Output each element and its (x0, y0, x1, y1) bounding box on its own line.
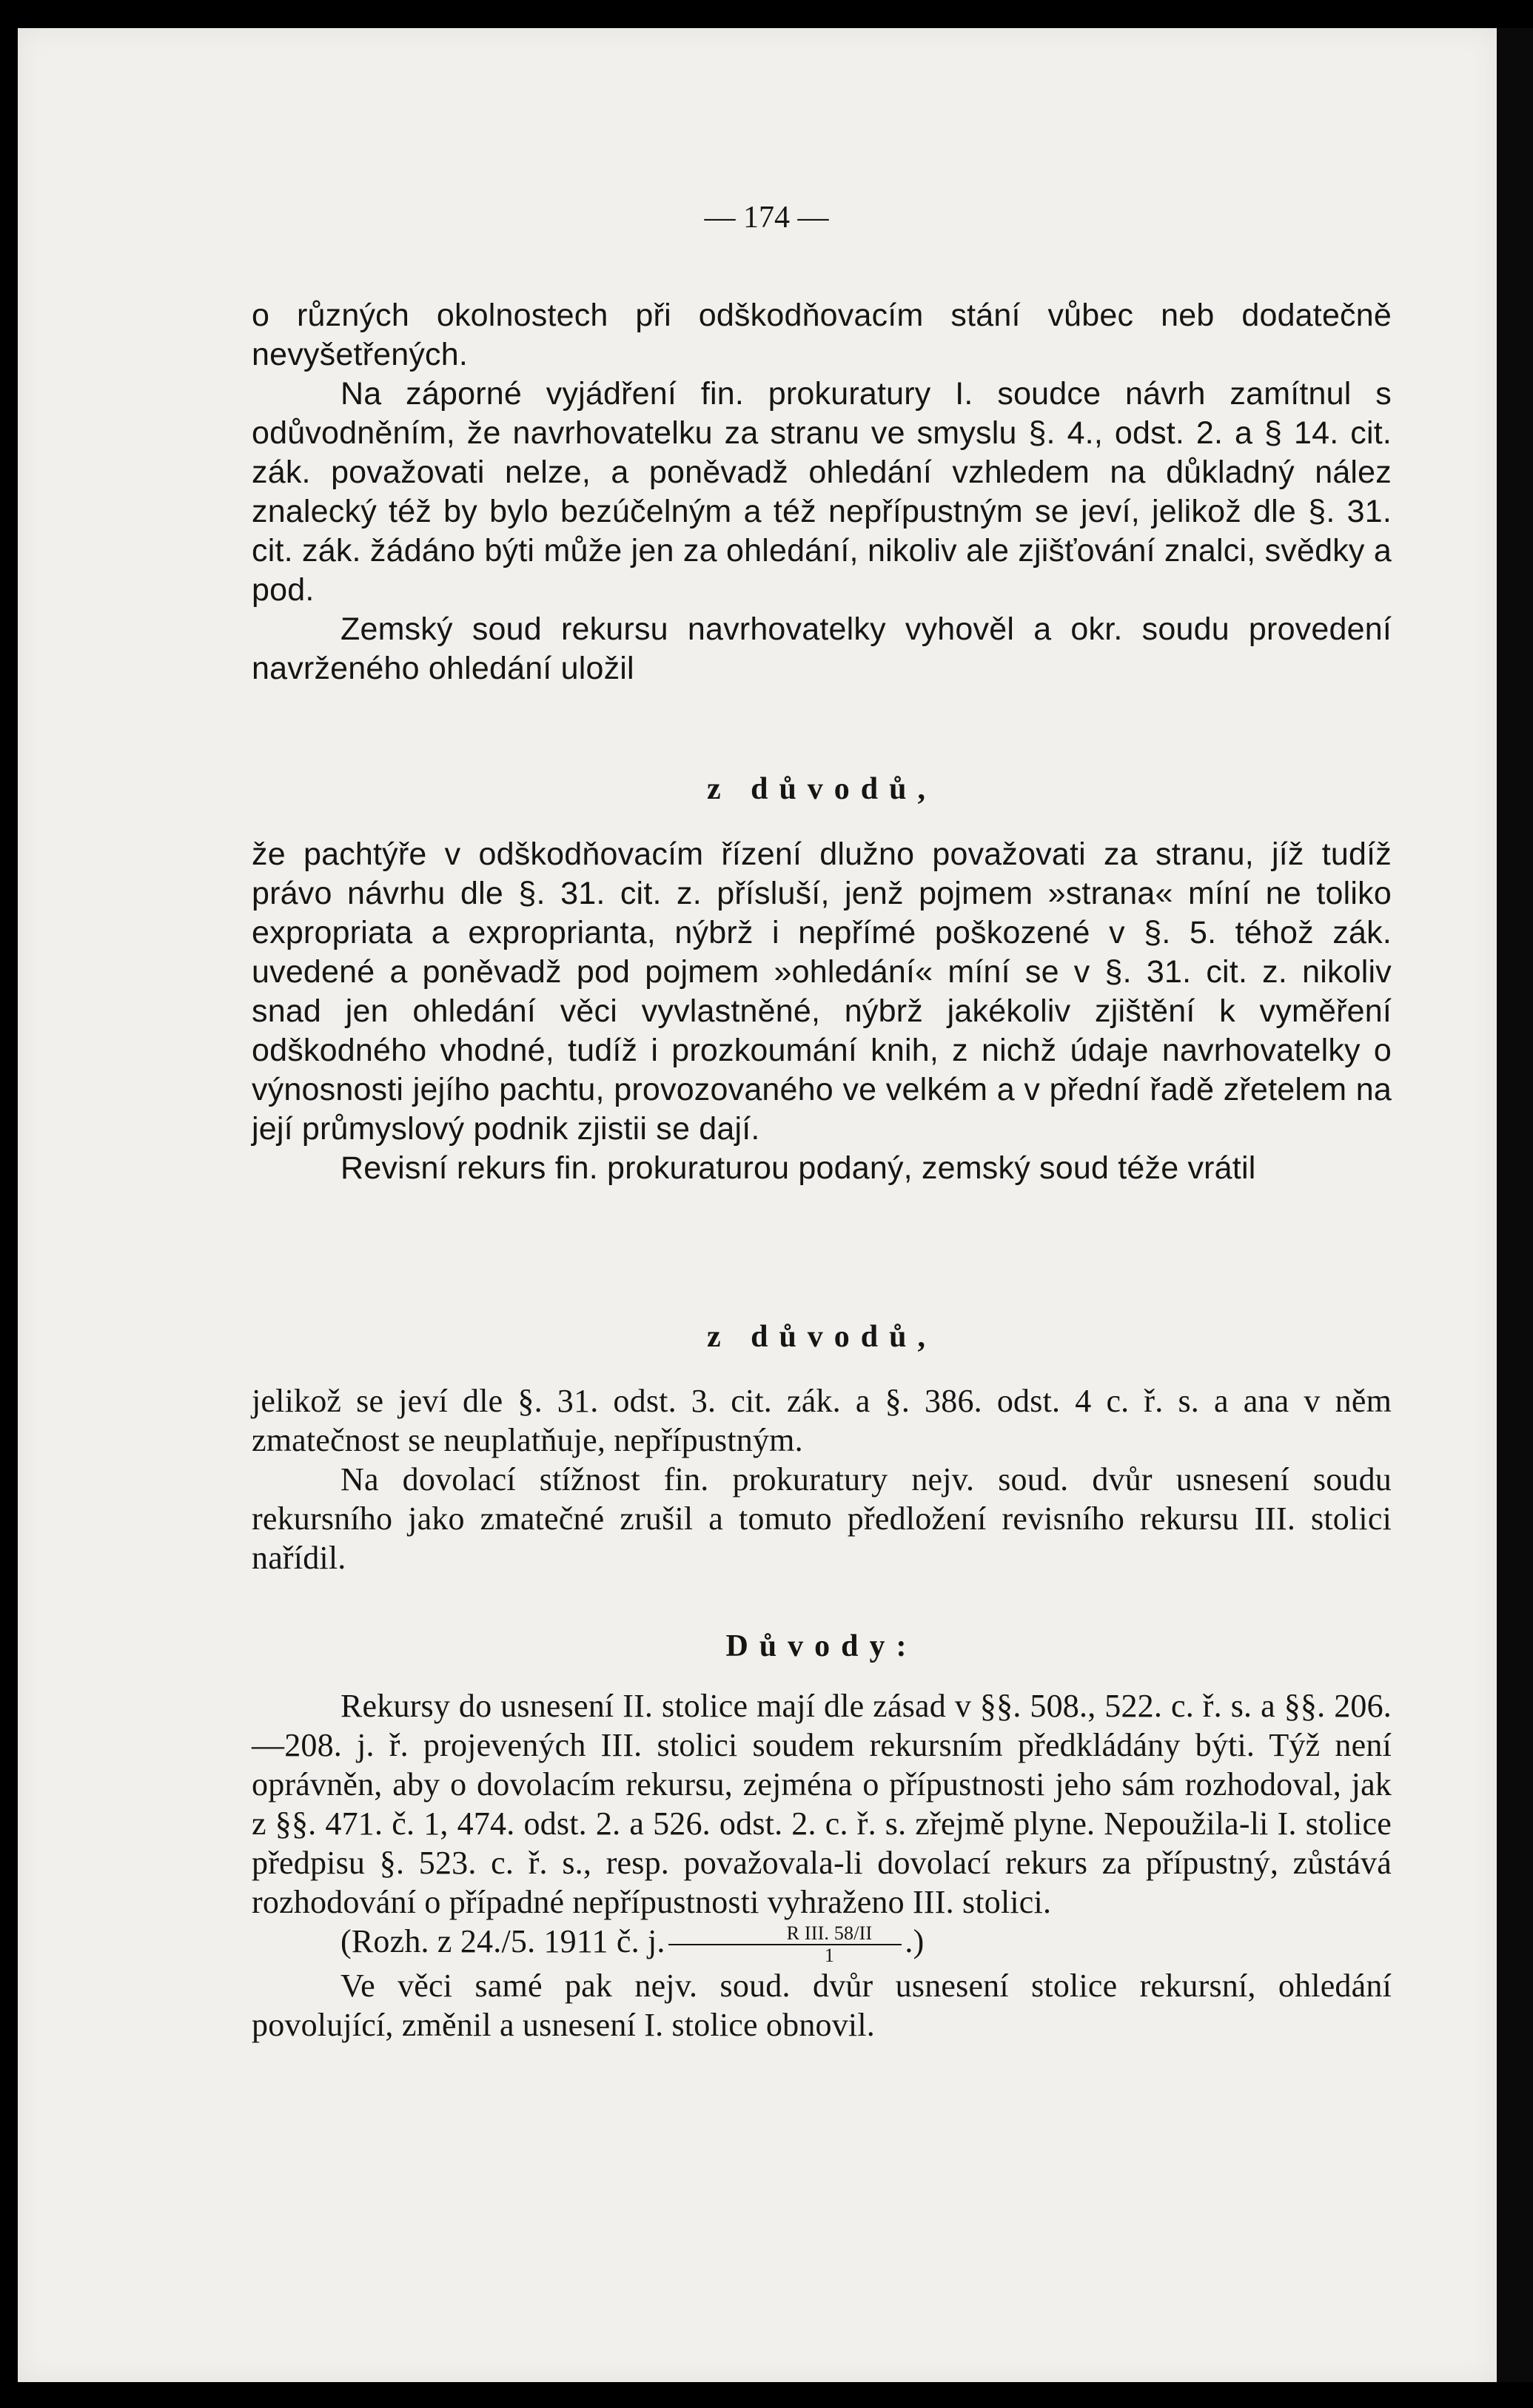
paragraph: Revisní rekurs fin. prokuraturou podaný, zemský soud téže vrátil (341, 1150, 1256, 1186)
section-heading: z důvodů, (706, 772, 937, 806)
citation-prefix: (Rozh. z 24./5. 1911 č. j. (341, 1923, 665, 1959)
heading-block-3 (252, 1627, 1392, 1666)
paragraph: jelikož se jeví dle §. 31. odst. 3. cit. zák. a §. 386. odst. 4 c. ř. s. a ana v něm zmatečnost se neuplatňuje, nepřípustným. (252, 1383, 1392, 1458)
heading-block-1 (252, 770, 1392, 809)
citation-line (252, 1922, 1392, 1966)
paragraph: Ve věci samé pak nejv. soud. dvůr usnesení stolice rekursní, ohledání povolující, změnil a usnesení I. stolice obnovil. (252, 1967, 1392, 2043)
section-heading: z důvodů, (706, 1320, 937, 1354)
paragraph: že pachtýře v odškodňovacím řízení dlužno považovati za stranu, jíž tudíž právo návrhu dle §. 31. cit. z. přísluší, jenž pojmem »strana« míní ne toliko expropriata a exproprianta, nýbrž i nepřímé poškozené v §. 5. téhož zák. uvedené a poněvadž pod pojmem »ohledání« míní se v §. 31. cit. z. nikoliv snad jen ohledání věci vyvlastněné, nýbrž jakékoliv zjištění k vyměření odškodného vhodné, tudíž i prozkoumání knih, z nichž údaje navrhovatelky o výnosnosti jejího pachtu, provozovaného ve velkém a v přední řadě zřetelem na její průmyslový podnik zjistii se dají. (252, 836, 1392, 1147)
paragraph: Na záporné vyjádření fin. prokuratury I. soudce návrh zamítnul s odůvodněním, že navrhovatelku za stranu ve smyslu §. 4., odst. 2. a § 14. cit. zák. považovati nelze, a poněvadž ohledání vzhledem na důkladný nález znalecký též by bylo bezúčelným a též nepřípustným se jeví, jelikož dle §. 31. cit. zák. žádáno býti může jen za ohledání, nikoliv ale zjišťování znalci, svědky a pod. (252, 376, 1392, 608)
paragraph: Na dovolací stížnost fin. prokuratury nejv. soud. dvůr usnesení soudu rekursního jako zmatečné zrušil a tomuto předložení revisního rekursu III. stolici nařídil. (252, 1461, 1392, 1576)
citation-denominator: 1 (824, 1944, 835, 1966)
section-d (252, 1686, 1392, 2045)
section-heading: Důvody: (725, 1629, 918, 1663)
heading-block-2 (252, 1318, 1392, 1357)
citation-fraction (668, 1923, 902, 1966)
page-number: — 174 — (704, 201, 829, 235)
paragraph: Zemský soud rekursu navrhovatelky vyhověl a okr. soudu provedení navrženého ohledání uložil (252, 611, 1392, 686)
section-a (252, 296, 1392, 688)
citation-numerator: R III. 58/II (668, 1923, 902, 1945)
page-edge-shadow (1497, 28, 1533, 2382)
citation-suffix: .) (905, 1923, 925, 1959)
section-c (252, 1381, 1392, 1577)
paragraph: o různých okolnostech při odškodňovacím stání vůbec neb dodatečně nevyšetřených. (252, 298, 1392, 372)
section-b (252, 835, 1392, 1188)
paragraph: Rekursy do usnesení II. stolice mají dle zásad v §§. 508., 522. c. ř. s. a §§. 206.—208. j. ř. projevených III. stolici soudem rekursním předkládány býti. Týž není oprávněn, aby o dovolacím rekursu, zejména o přípustnosti jeho sám rozhodoval, jak z §§. 471. č. 1, 474. odst. 2. a 526. odst. 2. c. ř. s. zřejmě plyne. Nepoužila-li I. stolice předpisu §. 523. c. ř. s., resp. považovala-li dovolací rekurs za přípustný, zůstává rozhodování o případné nepřípustnosti vyhraženo III. stolici. (252, 1688, 1392, 1920)
